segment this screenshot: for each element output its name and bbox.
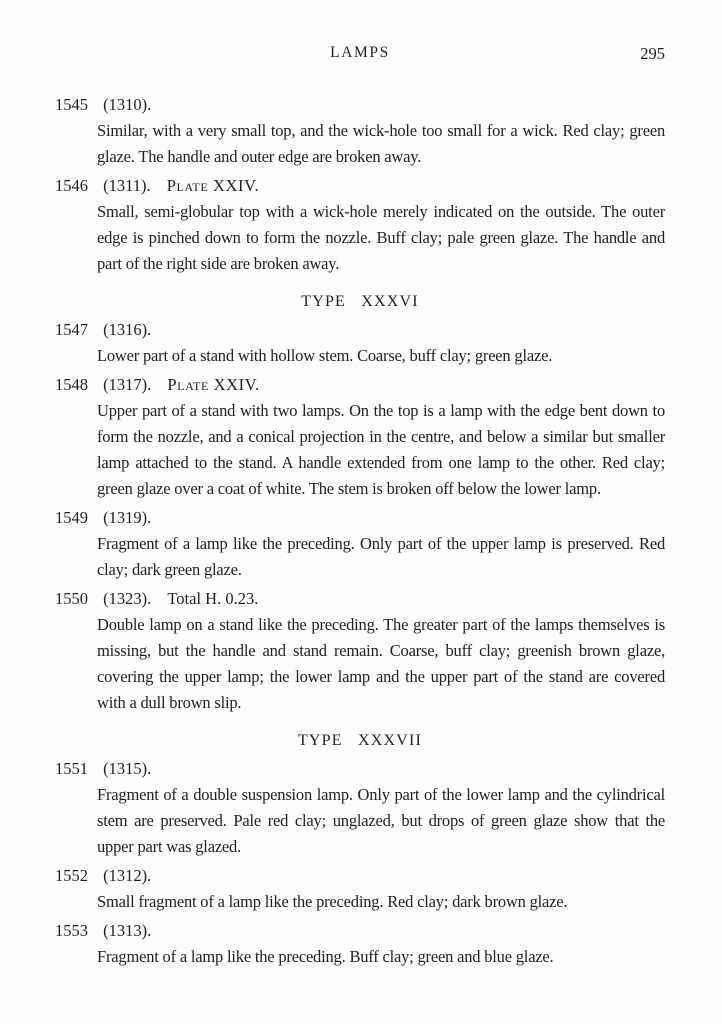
text-block	[55, 44, 665, 973]
entry-label-line	[55, 372, 665, 398]
entry-catalog-number: (1319).	[103, 508, 152, 527]
catalog-entry	[55, 918, 665, 970]
catalog-entry	[55, 586, 665, 716]
entry-catalog-number: (1323).	[103, 589, 152, 608]
entry-number: 1545	[55, 95, 88, 114]
catalog-entry	[55, 92, 665, 170]
entry-plate-reference: Plate XXIV.	[167, 375, 260, 394]
entry-label-line	[55, 317, 665, 343]
entry-catalog-number: (1310).	[103, 95, 152, 114]
entry-label-line	[55, 505, 665, 531]
entry-number: 1549	[55, 508, 88, 527]
entry-catalog-number: (1311).	[103, 176, 151, 195]
entry-number: 1553	[55, 921, 88, 940]
entry-label-line	[55, 173, 665, 199]
type-heading: TYPE XXXVII	[297, 732, 423, 749]
entry-label-line	[55, 918, 665, 944]
entry-description: Lower part of a stand with hollow stem. Coarse, buff clay; green glaze.	[97, 346, 553, 365]
entry-number: 1551	[55, 759, 88, 778]
entry-note: Total H. 0.23.	[167, 589, 259, 608]
entry-description: Double lamp on a stand like the preceding. The greater part of the lamps themselves is missing, but the handle and stand remain. Coarse, buff clay; greenish brown glaze, covering the upper lamp; the lower lamp and the upper part of the stand are covered with a dull brown slip.	[97, 615, 665, 712]
entry-label-line	[55, 756, 665, 782]
entry-number: 1552	[55, 866, 88, 885]
catalog-entry	[55, 317, 665, 369]
catalog-entry	[55, 173, 665, 277]
entry-description: Fragment of a double suspension lamp. Only part of the lower lamp and the cylindrical stem are preserved. Pale red clay; unglazed, but drops of green glaze show that the upper part was glazed.	[97, 785, 665, 856]
entry-number: 1548	[55, 375, 88, 394]
page-header	[55, 44, 665, 70]
catalog-entry	[55, 756, 665, 860]
entry-catalog-number: (1317).	[103, 375, 152, 394]
entry-description: Fragment of a lamp like the preceding. Only part of the upper lamp is preserved. Red clay; dark green glaze.	[97, 534, 665, 579]
entry-label-line	[55, 863, 665, 889]
entry-description: Small, semi-globular top with a wick-hole merely indicated on the outside. The outer edge is pinched down to form the nozzle. Buff clay; pale green glaze. The handle and part of the right side are broken away.	[97, 202, 665, 273]
type-heading: TYPE XXXVI	[301, 293, 419, 310]
entry-description: Similar, with a very small top, and the wick-hole too small for a wick. Red clay; green glaze. The handle and outer edge are broken away.	[97, 121, 665, 166]
entry-catalog-number: (1312).	[103, 866, 152, 885]
entry-catalog-number: (1313).	[103, 921, 152, 940]
entry-label-line	[55, 92, 665, 118]
entry-description: Small fragment of a lamp like the preceding. Red clay; dark brown glaze.	[97, 892, 568, 911]
catalog-entry	[55, 863, 665, 915]
entry-number: 1546	[55, 176, 88, 195]
page-header-title: LAMPS	[330, 44, 390, 61]
entry-number: 1550	[55, 589, 88, 608]
page-number: 295	[640, 44, 665, 63]
catalog-entry	[55, 372, 665, 502]
entry-label-line	[55, 586, 665, 612]
catalog-entry	[55, 505, 665, 583]
entry-description: Upper part of a stand with two lamps. On the top is a lamp with the edge bent down to form the nozzle, and a conical projection in the centre, and below a similar but smaller lamp attached to the stand. A handle extended from one lamp to the other. Red clay; green glaze over a coat of white. The stem is broken off below the lower lamp.	[97, 401, 665, 498]
entry-catalog-number: (1316).	[103, 320, 152, 339]
entry-description: Fragment of a lamp like the preceding. Buff clay; green and blue glaze.	[97, 947, 554, 966]
entry-number: 1547	[55, 320, 88, 339]
entry-plate-reference: Plate XXIV.	[166, 176, 260, 195]
entry-catalog-number: (1315).	[103, 759, 152, 778]
